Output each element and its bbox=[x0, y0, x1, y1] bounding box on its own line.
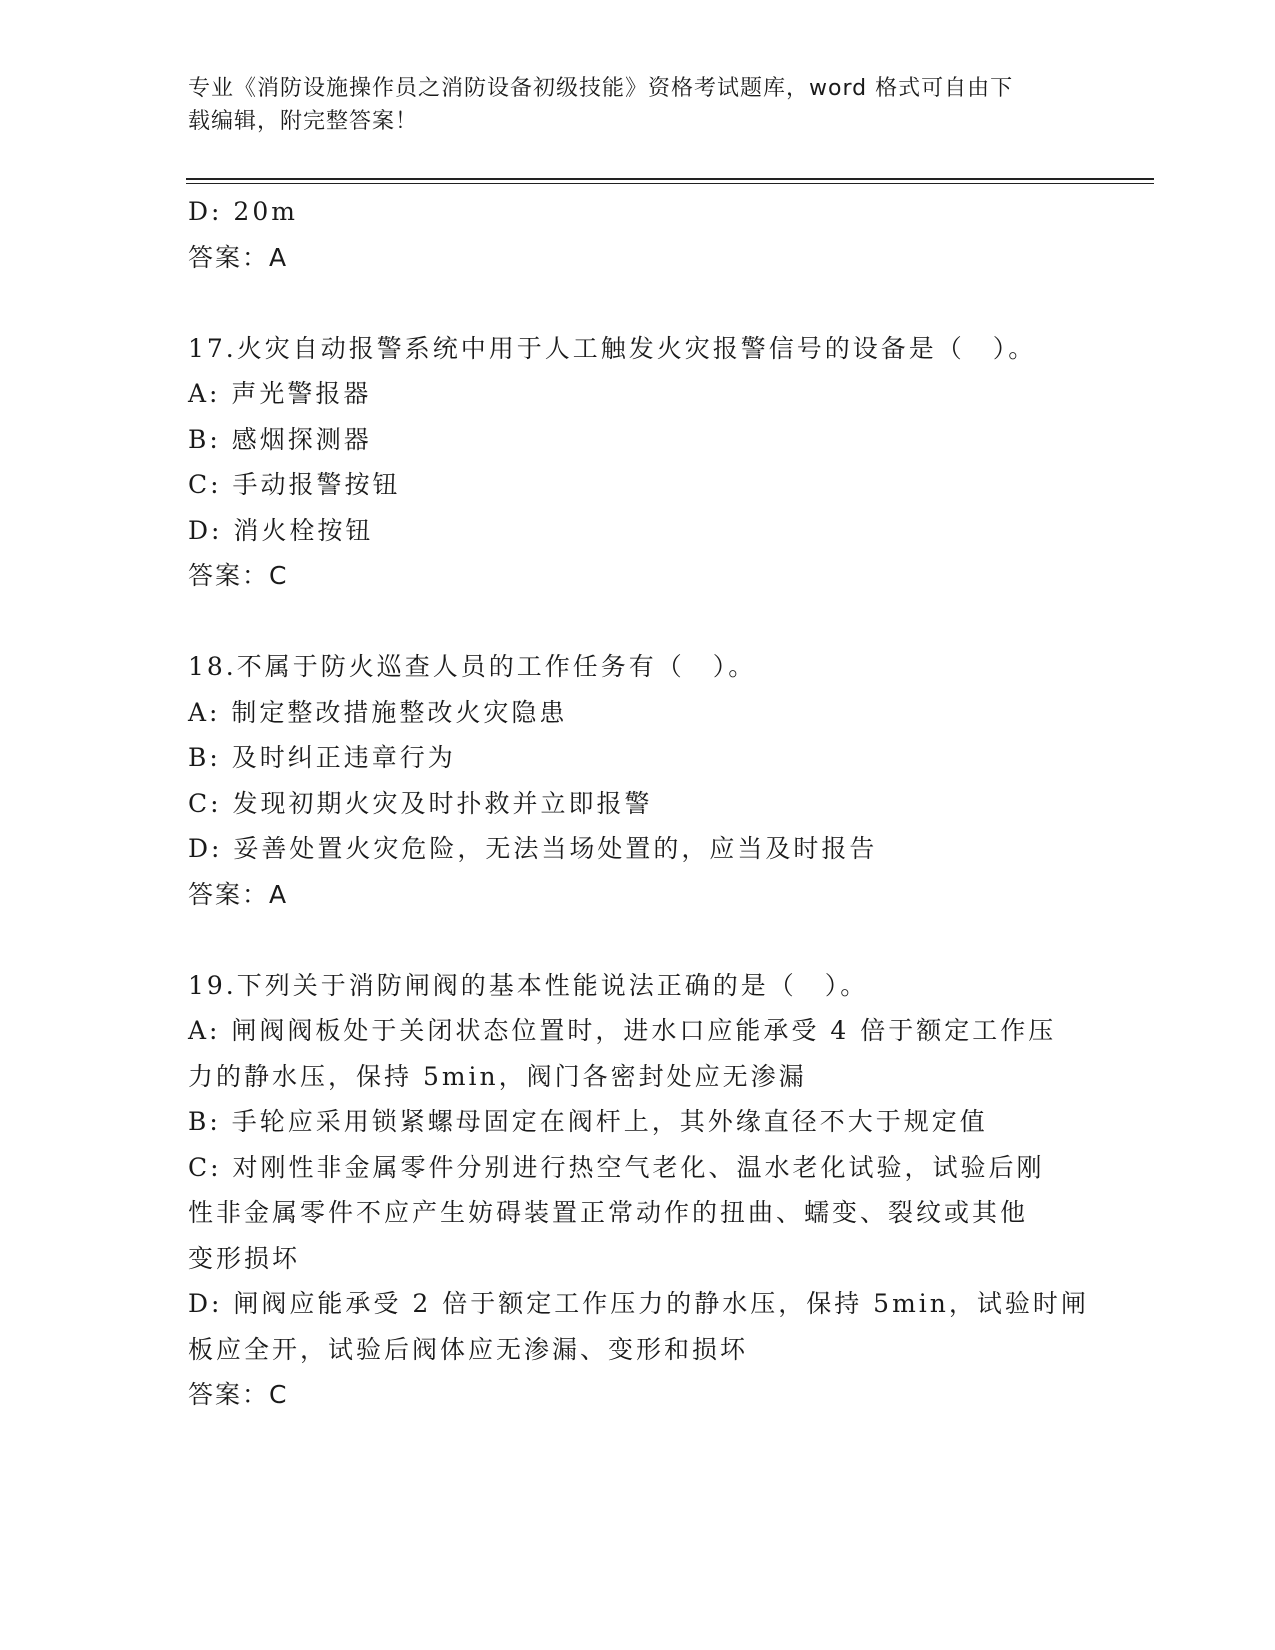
header-divider bbox=[186, 178, 1154, 180]
document-header bbox=[188, 72, 1088, 138]
option-a: A: 声光警报器 bbox=[188, 379, 372, 408]
header-line-2: 载编辑，附完整答案！ bbox=[188, 109, 419, 134]
option-c: C: 手动报警按钮 bbox=[188, 470, 401, 499]
option-c-line-1: C: 对刚性非金属零件分别进行热空气老化、温水老化试验，试验后刚 bbox=[188, 1152, 1045, 1182]
option-c bbox=[188, 1145, 1088, 1282]
option-d bbox=[188, 1281, 1088, 1372]
option-d: D: 消火栓按钮 bbox=[188, 515, 374, 545]
question-list bbox=[188, 189, 1088, 1418]
question-stem: 18.不属于防火巡查人员的工作任务有（ ）。 bbox=[188, 652, 757, 681]
question-19 bbox=[188, 963, 1088, 1418]
option-d-line-1: D: 闸阀应能承受 2 倍于额定工作压力的静水压，保持 5min，试验时闸 bbox=[188, 1289, 1089, 1318]
option-a-line-2: 力的静水压，保持 5min，阀门各密封处应无渗漏 bbox=[188, 1061, 807, 1091]
option-d: D: 20m bbox=[188, 197, 298, 226]
spacer bbox=[188, 599, 1088, 645]
answer-line: 答案：C bbox=[188, 561, 289, 590]
question-stem: 17.火灾自动报警系统中用于人工触发火灾报警信号的设备是（ ）。 bbox=[188, 333, 1037, 363]
option-a-line-1: A: 闸阀阀板处于关闭状态位置时，进水口应能承受 4 倍于额定工作压 bbox=[188, 1016, 1057, 1045]
question-18 bbox=[188, 644, 1088, 917]
header-divider-thin bbox=[186, 183, 1154, 184]
answer-line: 答案：A bbox=[188, 879, 289, 909]
option-d-line-2: 板应全开，试验后阀体应无渗漏、变形和损坏 bbox=[188, 1334, 749, 1364]
option-d: D: 妥善处置火灾危险，无法当场处置的，应当及时报告 bbox=[188, 834, 878, 863]
option-b: B: 及时纠正违章行为 bbox=[188, 743, 456, 772]
option-b-line-1: B: 手轮应采用锁紧螺母固定在阀杆上，其外缘直径不大于规定值 bbox=[188, 1107, 988, 1136]
spacer bbox=[188, 280, 1088, 326]
option-b bbox=[188, 1099, 1088, 1145]
option-a bbox=[188, 1008, 1088, 1099]
question-17 bbox=[188, 326, 1088, 599]
spacer bbox=[188, 917, 1088, 963]
question-stem: 19.下列关于消防闸阀的基本性能说法正确的是（ ）。 bbox=[188, 970, 869, 1000]
option-a: A: 制定整改措施整改火灾隐患 bbox=[188, 697, 568, 727]
previous-question-tail bbox=[188, 189, 1088, 280]
option-b: B: 感烟探测器 bbox=[188, 424, 372, 454]
answer-line: 答案：C bbox=[188, 1380, 289, 1409]
option-c-line-3: 变形损坏 bbox=[188, 1243, 301, 1273]
option-c-line-2: 性非金属零件不应产生妨碍装置正常动作的扭曲、蠕变、裂纹或其他 bbox=[188, 1198, 1029, 1227]
option-c: C: 发现初期火灾及时扑救并立即报警 bbox=[188, 788, 653, 818]
header-line-1: 专业《消防设施操作员之消防设备初级技能》资格考试题库，word 格式可自由下 bbox=[188, 76, 1014, 101]
answer-line: 答案：A bbox=[188, 242, 289, 272]
